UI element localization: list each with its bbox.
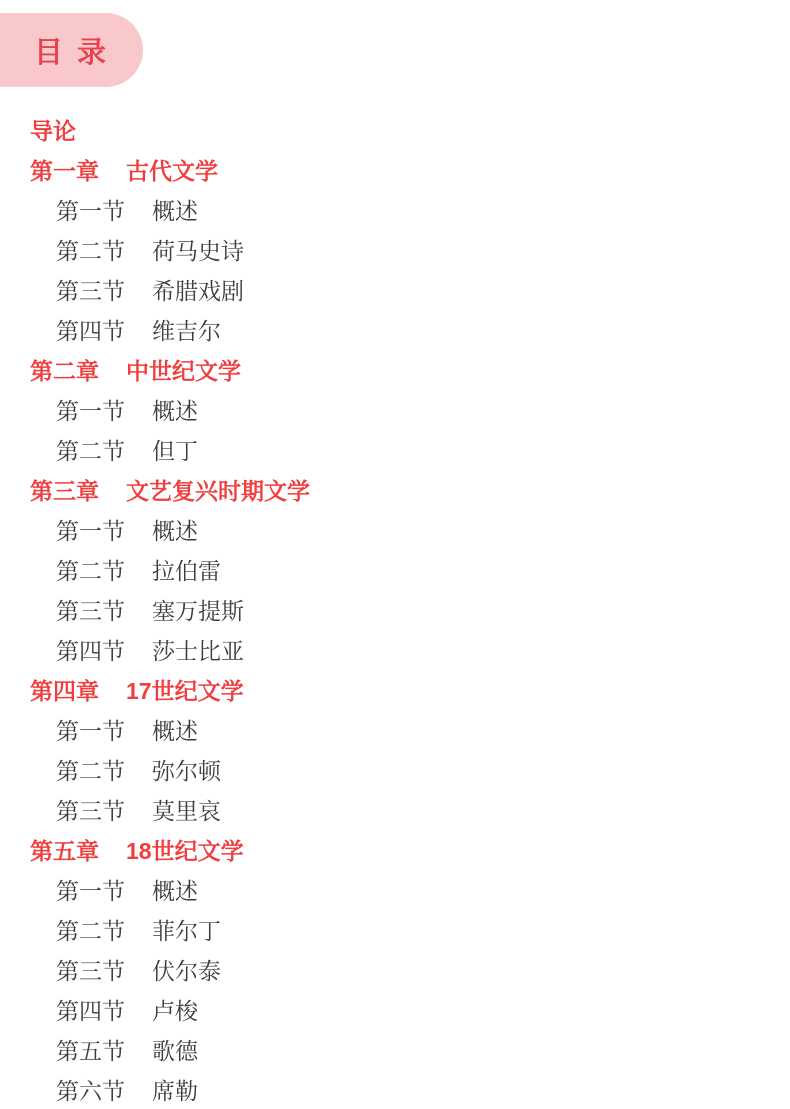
toc-header-label: 目 录 xyxy=(33,36,110,69)
toc-entry-label: 第二节 xyxy=(56,757,125,784)
toc-entry-section[interactable] xyxy=(30,949,770,989)
toc-entry-label: 第六节 xyxy=(56,1077,125,1104)
toc-entry-label: 第三节 xyxy=(56,597,125,624)
toc-entry-label: 第四节 xyxy=(56,317,125,344)
toc-entry-title: 概述 xyxy=(152,197,198,224)
toc-entry-title: 概述 xyxy=(152,517,198,544)
toc-entry-section[interactable] xyxy=(30,909,770,949)
toc-entry-label: 第二节 xyxy=(56,437,125,464)
toc-entry-label: 导论 xyxy=(30,117,76,144)
toc-entry-section[interactable] xyxy=(30,509,770,549)
toc-entry-label: 第一节 xyxy=(56,197,125,224)
toc-entry-label: 第二节 xyxy=(56,237,125,264)
toc-entry-section[interactable] xyxy=(30,629,770,669)
toc-entry-chapter-4[interactable] xyxy=(30,669,770,709)
toc-list xyxy=(30,109,770,1109)
toc-entry-label: 第三节 xyxy=(56,277,125,304)
toc-entry-chapter-3[interactable] xyxy=(30,469,770,509)
toc-entry-label: 第二章 xyxy=(30,357,99,384)
toc-entry-section[interactable] xyxy=(30,709,770,749)
toc-entry-title: 伏尔泰 xyxy=(152,957,221,984)
toc-entry-section[interactable] xyxy=(30,309,770,349)
toc-entry-section[interactable] xyxy=(30,989,770,1029)
toc-entry-chapter-2[interactable] xyxy=(30,349,770,389)
toc-entry-chapter-5[interactable] xyxy=(30,829,770,869)
toc-entry-section[interactable] xyxy=(30,389,770,429)
toc-entry-label: 第一章 xyxy=(30,157,99,184)
toc-entry-label: 第二节 xyxy=(56,557,125,584)
toc-entry-section[interactable] xyxy=(30,869,770,909)
toc-entry-section[interactable] xyxy=(30,429,770,469)
toc-entry-section[interactable] xyxy=(30,229,770,269)
toc-entry-label: 第一节 xyxy=(56,517,125,544)
toc-entry-chapter-1[interactable] xyxy=(30,149,770,189)
toc-entry-section[interactable] xyxy=(30,589,770,629)
toc-entry-label: 第四节 xyxy=(56,997,125,1024)
toc-entry-label: 第二节 xyxy=(56,917,125,944)
toc-entry-title: 希腊戏剧 xyxy=(152,277,244,304)
toc-entry-title: 荷马史诗 xyxy=(152,237,244,264)
toc-entry-label: 第三节 xyxy=(56,957,125,984)
toc-entry-title: 弥尔顿 xyxy=(152,757,221,784)
toc-entry-title: 歌德 xyxy=(152,1037,198,1064)
toc-entry-title: 菲尔丁 xyxy=(152,917,221,944)
toc-entry-section[interactable] xyxy=(30,749,770,789)
toc-entry-section[interactable] xyxy=(30,549,770,589)
toc-entry-label: 第五节 xyxy=(56,1037,125,1064)
toc-entry-label: 第五章 xyxy=(30,837,99,864)
toc-entry-title: 概述 xyxy=(152,397,198,424)
toc-entry-label: 第一节 xyxy=(56,877,125,904)
toc-entry-title: 卢梭 xyxy=(152,997,198,1024)
toc-entry-title: 17世纪文学 xyxy=(126,677,244,704)
toc-header-badge xyxy=(0,13,143,87)
toc-entry-title: 莫里哀 xyxy=(152,797,221,824)
toc-entry-section[interactable] xyxy=(30,189,770,229)
toc-entry-label: 第一节 xyxy=(56,717,125,744)
toc-entry-label: 第一节 xyxy=(56,397,125,424)
toc-entry-label: 第四章 xyxy=(30,677,99,704)
toc-entry-title: 概述 xyxy=(152,717,198,744)
toc-entry-label: 第三节 xyxy=(56,797,125,824)
toc-entry-title: 塞万提斯 xyxy=(152,597,244,624)
toc-entry-section[interactable] xyxy=(30,789,770,829)
toc-entry-title: 文艺复兴时期文学 xyxy=(126,477,310,504)
toc-entry-label: 第三章 xyxy=(30,477,99,504)
toc-entry-section[interactable] xyxy=(30,269,770,309)
toc-entry-section[interactable] xyxy=(30,1069,770,1109)
toc-entry-section[interactable] xyxy=(30,1029,770,1069)
toc-entry-title: 概述 xyxy=(152,877,198,904)
toc-entry-title: 维吉尔 xyxy=(152,317,221,344)
toc-entry-title: 古代文学 xyxy=(126,157,218,184)
toc-entry-title: 拉伯雷 xyxy=(152,557,221,584)
toc-entry-title: 莎士比亚 xyxy=(152,637,244,664)
toc-entry-title: 中世纪文学 xyxy=(126,357,241,384)
toc-entry-title: 18世纪文学 xyxy=(126,837,244,864)
toc-entry-title: 但丁 xyxy=(152,437,198,464)
toc-entry-label: 第四节 xyxy=(56,637,125,664)
toc-entry-intro[interactable] xyxy=(30,109,770,149)
toc-entry-title: 席勒 xyxy=(152,1077,198,1104)
